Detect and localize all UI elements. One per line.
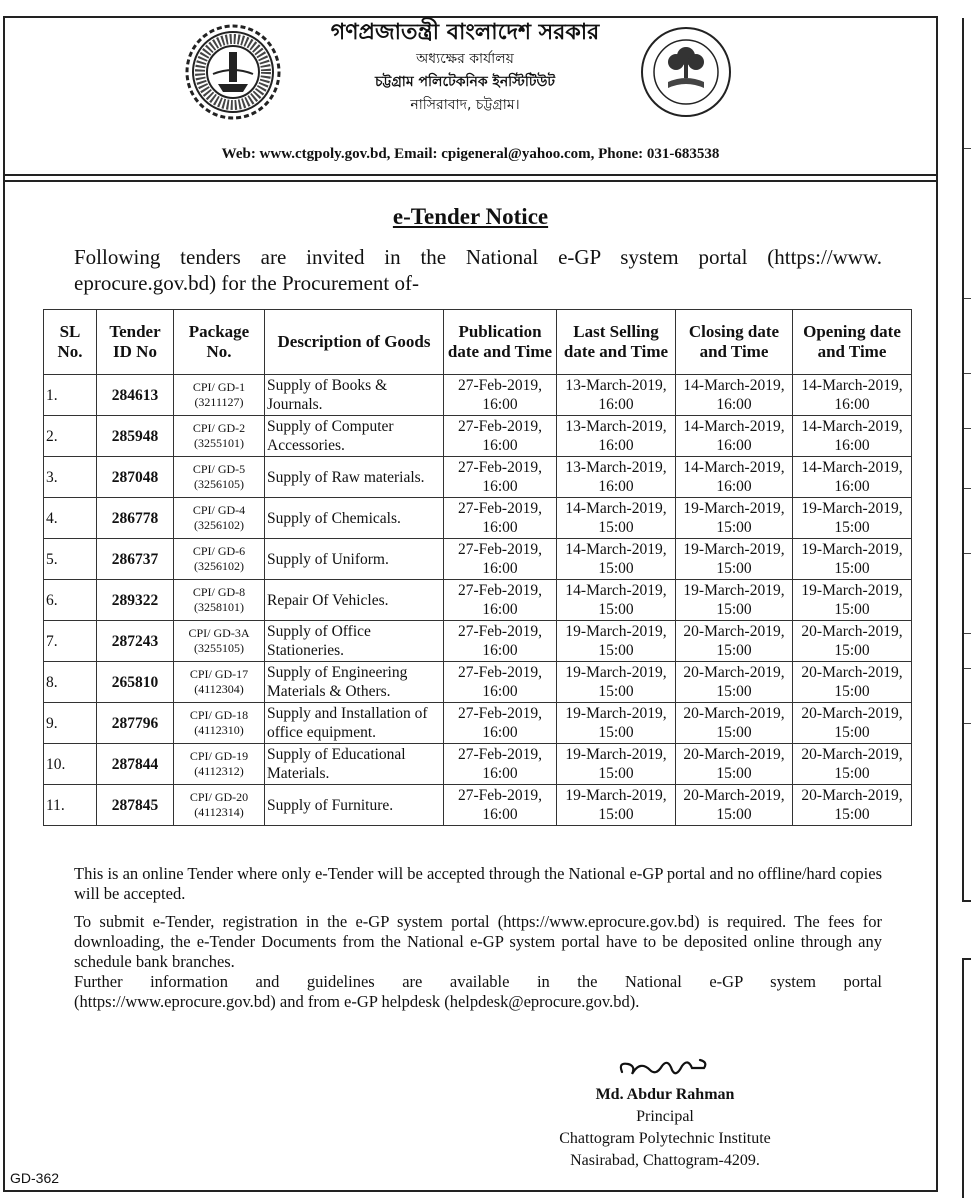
cell-package (174, 539, 265, 580)
package-number: CPI/ GD-4 (192, 503, 246, 517)
cell-package (174, 416, 265, 457)
terms-further-info-line1: Further information and guidelines are available in the National e-GP system portal (74, 972, 882, 991)
cell-sl: 4. (44, 498, 97, 539)
cell-description: Supply of Raw materials. (265, 457, 444, 498)
cell-opening: 20-March-2019, 15:00 (793, 744, 912, 785)
package-code: (4112304) (194, 682, 244, 696)
handwritten-signature (610, 1052, 720, 1082)
cell-last-selling: 13-March-2019, 16:00 (557, 416, 676, 457)
package-number: CPI/ GD-6 (192, 544, 246, 558)
cell-description: Supply of Chemicals. (265, 498, 444, 539)
adjacent-column-border-lower (962, 958, 971, 1198)
signatory-designation: Principal (636, 1108, 694, 1125)
cell-sl: 11. (44, 785, 97, 826)
package-number: CPI/ GD-8 (192, 585, 246, 599)
cell-last-selling: 19-March-2019, 15:00 (557, 621, 676, 662)
cell-description: Repair Of Vehicles. (265, 580, 444, 621)
cell-publication: 27-Feb-2019, 16:00 (444, 539, 557, 580)
col-header-tender-id: Tender ID No (97, 310, 174, 375)
package-code: (3255105) (194, 641, 244, 655)
cell-last-selling: 14-March-2019, 15:00 (557, 539, 676, 580)
cell-closing: 14-March-2019, 16:00 (676, 416, 793, 457)
cell-closing: 20-March-2019, 15:00 (676, 703, 793, 744)
notice-intro: Following tenders are invited in the National e-GP system portal (https://www. eprocure.gov.bd) for the Procurement of- (74, 245, 882, 295)
cell-sl: 8. (44, 662, 97, 703)
tender-table (43, 309, 912, 826)
cell-description: Supply of Books & Journals. (265, 375, 444, 416)
institute-seal-logo (183, 22, 283, 122)
cell-opening: 20-March-2019, 15:00 (793, 662, 912, 703)
table-row (44, 580, 912, 621)
terms-further-info-line2: (https://www.eprocure.gov.bd) and from e-GP helpdesk (helpdesk@eprocure.gov.bd). (74, 992, 640, 1011)
cell-sl: 3. (44, 457, 97, 498)
institute-address: নাসিরাবাদ, চট্টগ্রাম। (410, 97, 520, 113)
cell-closing: 14-March-2019, 16:00 (676, 457, 793, 498)
cell-description: Supply of Office Stationeries. (265, 621, 444, 662)
cell-package (174, 662, 265, 703)
cell-publication: 27-Feb-2019, 16:00 (444, 785, 557, 826)
table-row (44, 621, 912, 662)
cell-opening: 14-March-2019, 16:00 (793, 416, 912, 457)
cell-opening: 19-March-2019, 15:00 (793, 498, 912, 539)
cell-publication: 27-Feb-2019, 16:00 (444, 744, 557, 785)
signatory-institute: Chattogram Polytechnic Institute (559, 1130, 771, 1147)
adjacent-column-border (962, 18, 971, 902)
cell-closing: 20-March-2019, 15:00 (676, 785, 793, 826)
cell-opening: 14-March-2019, 16:00 (793, 375, 912, 416)
package-number: CPI/ GD-17 (189, 667, 249, 681)
cell-description: Supply of Uniform. (265, 539, 444, 580)
package-code: (3211127) (194, 395, 244, 409)
cell-opening: 20-March-2019, 15:00 (793, 621, 912, 662)
package-code: (3256105) (194, 477, 244, 491)
cell-package (174, 375, 265, 416)
cell-closing: 20-March-2019, 15:00 (676, 621, 793, 662)
document-code: GD-362 (10, 1170, 60, 1186)
cell-sl: 7. (44, 621, 97, 662)
cell-publication: 27-Feb-2019, 16:00 (444, 498, 557, 539)
package-number: CPI/ GD-2 (192, 421, 246, 435)
cell-last-selling: 19-March-2019, 15:00 (557, 703, 676, 744)
cell-opening: 19-March-2019, 15:00 (793, 580, 912, 621)
table-row (44, 457, 912, 498)
cell-sl: 2. (44, 416, 97, 457)
table-row (44, 744, 912, 785)
package-code: (4112310) (194, 723, 244, 737)
cell-package (174, 580, 265, 621)
cell-closing: 20-March-2019, 15:00 (676, 662, 793, 703)
signatory-name: Md. Abdur Rahman (595, 1086, 735, 1103)
cell-package (174, 621, 265, 662)
col-header-closing: Closing date and Time (676, 310, 793, 375)
cell-sl: 9. (44, 703, 97, 744)
col-header-last-selling: Last Selling date and Time (557, 310, 676, 375)
cell-tender-id: 287845 (97, 785, 174, 826)
table-row (44, 498, 912, 539)
col-header-package: Package No. (174, 310, 265, 375)
cell-sl: 5. (44, 539, 97, 580)
cell-last-selling: 13-March-2019, 16:00 (557, 457, 676, 498)
col-header-opening: Opening date and Time (793, 310, 912, 375)
cell-description: Supply of Engineering Materials & Others. (265, 662, 444, 703)
cell-description: Supply of Furniture. (265, 785, 444, 826)
package-code: (3256102) (194, 559, 244, 573)
table-row (44, 785, 912, 826)
package-number: CPI/ GD-5 (192, 462, 246, 476)
cell-tender-id: 265810 (97, 662, 174, 703)
package-code: (3256102) (194, 518, 244, 532)
cell-description: Supply of Educational Materials. (265, 744, 444, 785)
signatory-address: Nasirabad, Chattogram-4209. (570, 1152, 760, 1169)
notice-terms (74, 864, 882, 1012)
institute-title: চট্টগ্রাম পলিটেকনিক ইনস্টিটিউট (374, 74, 556, 90)
cell-opening: 20-March-2019, 15:00 (793, 703, 912, 744)
cell-publication: 27-Feb-2019, 16:00 (444, 375, 557, 416)
package-number: CPI/ GD-3A (188, 626, 250, 640)
cell-opening: 14-March-2019, 16:00 (793, 457, 912, 498)
cell-description: Supply and Installation of office equipment. (265, 703, 444, 744)
cell-package (174, 744, 265, 785)
table-row (44, 416, 912, 457)
col-header-sl: SL No. (44, 310, 97, 375)
campaign-emblem-logo (638, 24, 734, 120)
terms-online-only: This is an online Tender where only e-Tender will be accepted through the National e-GP portal and no offline/hard copies will be accepted. (74, 864, 882, 903)
package-code: (4112314) (194, 805, 244, 819)
office-title: অধ্যক্ষের কার্যালয় (416, 51, 514, 67)
table-row (44, 539, 912, 580)
cell-package (174, 498, 265, 539)
package-number: CPI/ GD-18 (189, 708, 249, 722)
table-row (44, 703, 912, 744)
cell-publication: 27-Feb-2019, 16:00 (444, 662, 557, 703)
cell-package (174, 785, 265, 826)
cell-package (174, 703, 265, 744)
cell-tender-id: 289322 (97, 580, 174, 621)
col-header-description: Description of Goods (265, 310, 444, 375)
cell-closing: 19-March-2019, 15:00 (676, 580, 793, 621)
package-code: (3258101) (194, 600, 244, 614)
cell-sl: 6. (44, 580, 97, 621)
cell-closing: 19-March-2019, 15:00 (676, 539, 793, 580)
cell-last-selling: 14-March-2019, 15:00 (557, 498, 676, 539)
terms-registration: To submit e-Tender, registration in the e-GP system portal (https://www.eprocure.gov.bd) is required. The fees for downloading, the e-Tender Documents from the National e-GP system portal have to be deposited online through any schedule bank branches. (74, 912, 882, 971)
table-body (44, 375, 912, 826)
cell-tender-id: 285948 (97, 416, 174, 457)
cell-tender-id: 286737 (97, 539, 174, 580)
col-header-publication: Publication date and Time (444, 310, 557, 375)
header-divider-bottom (5, 180, 936, 182)
cell-tender-id: 287796 (97, 703, 174, 744)
cell-opening: 19-March-2019, 15:00 (793, 539, 912, 580)
cell-last-selling: 14-March-2019, 15:00 (557, 580, 676, 621)
package-code: (4112312) (194, 764, 244, 778)
cell-last-selling: 19-March-2019, 15:00 (557, 662, 676, 703)
cell-closing: 19-March-2019, 15:00 (676, 498, 793, 539)
cell-closing: 20-March-2019, 15:00 (676, 744, 793, 785)
package-number: CPI/ GD-20 (189, 790, 249, 804)
cell-package (174, 457, 265, 498)
package-number: CPI/ GD-1 (192, 380, 246, 394)
header-government-block (300, 18, 630, 116)
cell-tender-id: 287844 (97, 744, 174, 785)
table-header-row (44, 310, 912, 375)
cell-opening: 20-March-2019, 15:00 (793, 785, 912, 826)
contact-line: Web: www.ctgpoly.gov.bd, Email: cpigeneral@yahoo.com, Phone: 031-683538 (221, 146, 720, 162)
cell-publication: 27-Feb-2019, 16:00 (444, 580, 557, 621)
table-row (44, 662, 912, 703)
cell-publication: 27-Feb-2019, 16:00 (444, 703, 557, 744)
cell-description: Supply of Computer Accessories. (265, 416, 444, 457)
government-title: গণপ্রজাতন্ত্রী বাংলাদেশ সরকার (330, 20, 600, 45)
cell-last-selling: 13-March-2019, 16:00 (557, 375, 676, 416)
cell-last-selling: 19-March-2019, 15:00 (557, 785, 676, 826)
notice-title: e-Tender Notice (392, 204, 549, 229)
header-divider-top (5, 174, 936, 176)
cell-tender-id: 287048 (97, 457, 174, 498)
cell-publication: 27-Feb-2019, 16:00 (444, 416, 557, 457)
table-row (44, 375, 912, 416)
cell-tender-id: 284613 (97, 375, 174, 416)
signature-block (530, 1052, 800, 1172)
cell-publication: 27-Feb-2019, 16:00 (444, 621, 557, 662)
package-code: (3255101) (194, 436, 244, 450)
cell-sl: 10. (44, 744, 97, 785)
cell-last-selling: 19-March-2019, 15:00 (557, 744, 676, 785)
cell-tender-id: 286778 (97, 498, 174, 539)
cell-closing: 14-March-2019, 16:00 (676, 375, 793, 416)
cell-publication: 27-Feb-2019, 16:00 (444, 457, 557, 498)
package-number: CPI/ GD-19 (189, 749, 249, 763)
cell-sl: 1. (44, 375, 97, 416)
cell-tender-id: 287243 (97, 621, 174, 662)
